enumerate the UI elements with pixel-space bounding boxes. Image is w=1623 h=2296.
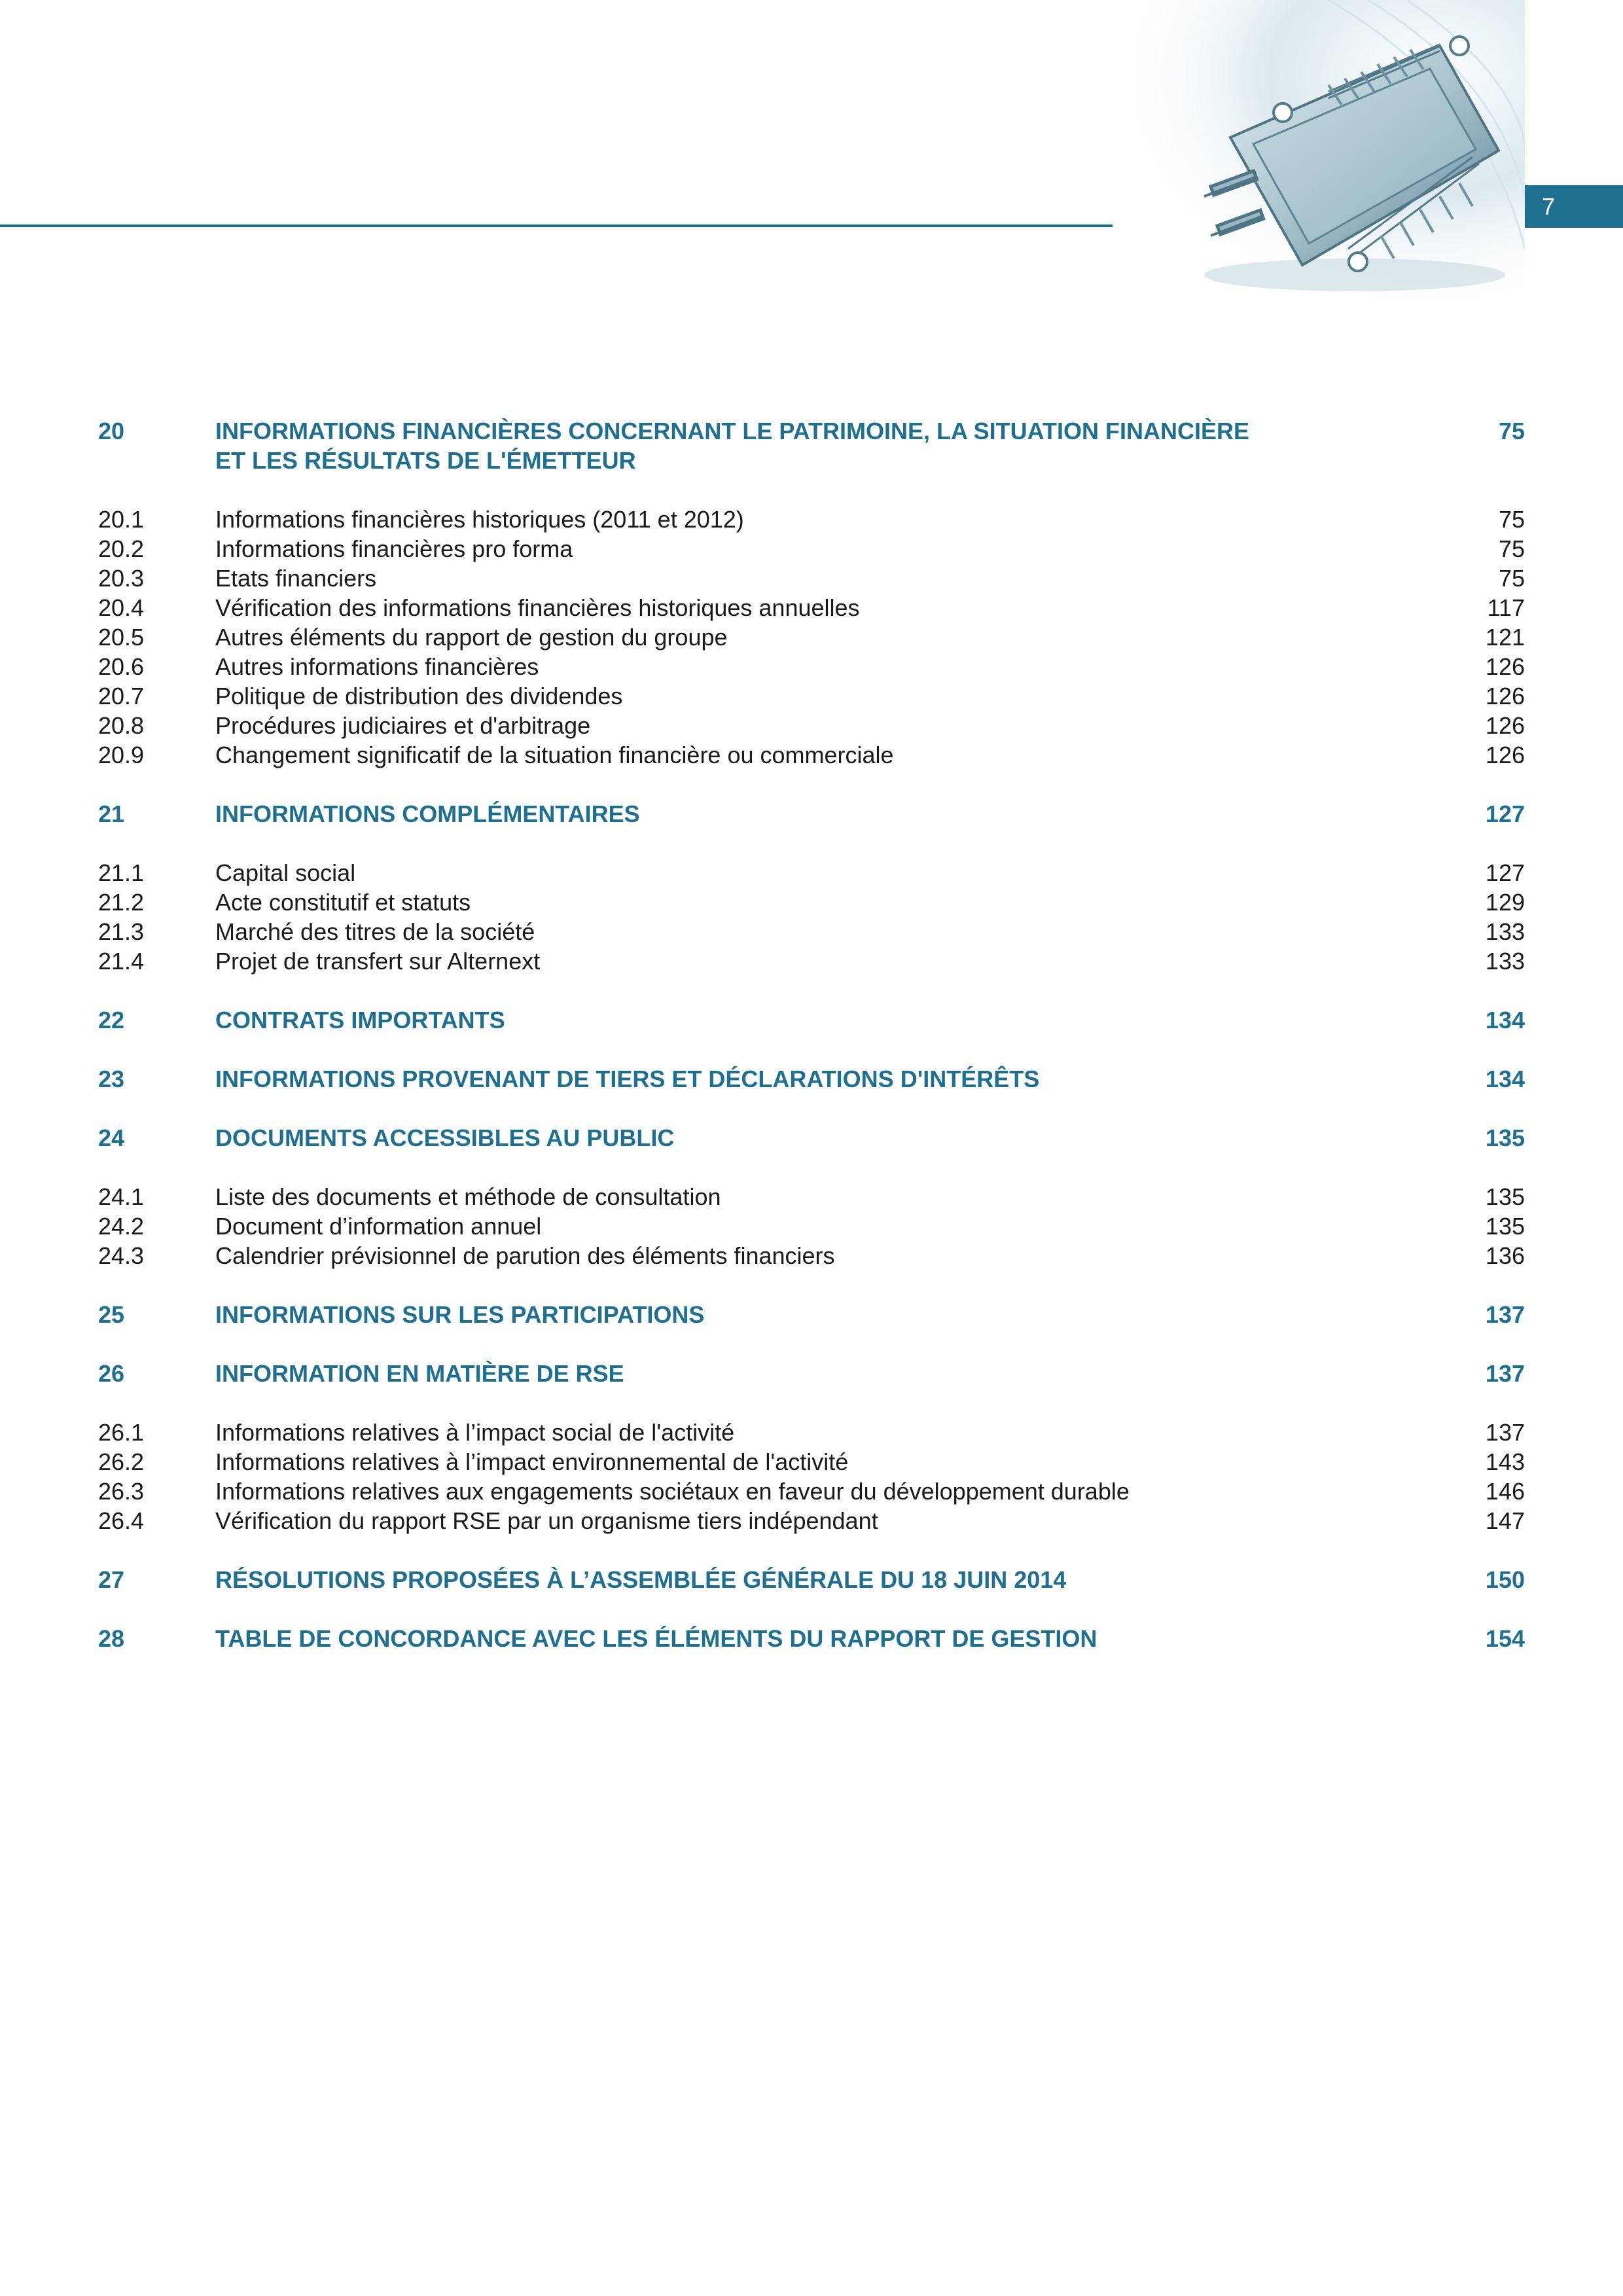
page-number-badge [1525, 185, 1623, 228]
toc-entry-number: 20.8 [98, 712, 145, 739]
toc-item-row[interactable] [98, 1418, 1525, 1447]
toc-entry-page: 137 [1485, 1301, 1525, 1328]
toc-entry-page: 121 [1485, 624, 1525, 651]
toc-entry-page: 127 [1485, 800, 1525, 827]
toc-item-row[interactable] [98, 1182, 1525, 1211]
toc-entry-page: 137 [1485, 1419, 1525, 1446]
toc-item-row[interactable] [98, 858, 1525, 888]
toc-entry-title-line: INFORMATIONS FINANCIÈRES CONCERNANT LE PATRIMOINE, LA SITUATION FINANCIÈRE [215, 418, 1249, 444]
toc-entry-number: 21.4 [98, 948, 145, 975]
toc-section-row[interactable] [98, 416, 1525, 475]
toc-entry-page: 75 [1498, 565, 1525, 592]
toc-entry-title [215, 711, 1380, 740]
toc-entry-title [215, 858, 1380, 888]
toc-entry-title [215, 1506, 1380, 1535]
toc-entry-title [215, 593, 1380, 622]
toc-entry-title-line: Marché des titres de la société [215, 918, 535, 945]
toc-entry-title-line: Vérification du rapport RSE par un organisme tiers indépendant [215, 1507, 878, 1534]
header-rule [0, 224, 1113, 227]
toc-entry-number: 26.3 [98, 1478, 145, 1505]
toc-entry-title [215, 946, 1380, 976]
toc-item-row[interactable] [98, 534, 1525, 564]
toc-entry-number: 26.2 [98, 1448, 145, 1475]
toc-entry-title [215, 416, 1380, 475]
toc-entry-number: 25 [98, 1301, 125, 1328]
toc-entry-title [215, 622, 1380, 652]
toc-entry-title [215, 534, 1380, 564]
toc-entry-page: 135 [1485, 1213, 1525, 1240]
toc-entry-page: 134 [1485, 1007, 1525, 1033]
toc-entry-title [215, 564, 1380, 593]
toc-entry-number: 26.4 [98, 1507, 145, 1534]
toc-item-row[interactable] [98, 622, 1525, 652]
toc-entry-page: 75 [1498, 418, 1525, 444]
toc-entry-title-line: DOCUMENTS ACCESSIBLES AU PUBLIC [215, 1124, 675, 1151]
toc-item-row[interactable] [98, 740, 1525, 770]
toc-entry-title-line: Capital social [215, 859, 356, 886]
toc-entry-page: 154 [1485, 1625, 1525, 1652]
toc-entry-title [215, 888, 1380, 917]
toc-entry-number: 21 [98, 800, 125, 827]
toc-entry-title-line: Etats financiers [215, 565, 377, 592]
toc-entry-number: 20.4 [98, 594, 145, 621]
toc-section-row[interactable] [98, 1005, 1525, 1035]
toc-entry-title [215, 799, 1380, 829]
toc-entry-number: 20.1 [98, 506, 145, 533]
toc-item-row[interactable] [98, 1447, 1525, 1477]
toc-entry-page: 134 [1485, 1066, 1525, 1092]
toc-item-row[interactable] [98, 1506, 1525, 1535]
toc-entry-number: 27 [98, 1566, 125, 1593]
toc-item-row[interactable] [98, 681, 1525, 711]
toc-entry-title-line: Vérification des informations financières historiques annuelles [215, 594, 860, 621]
toc-entry-title [215, 1300, 1380, 1329]
toc-item-row[interactable] [98, 505, 1525, 534]
toc-entry-page: 136 [1485, 1242, 1525, 1269]
toc-entry-title [215, 652, 1380, 681]
toc-entry-title-line: INFORMATION EN MATIÈRE DE RSE [215, 1360, 624, 1387]
toc-entry-page: 126 [1485, 653, 1525, 680]
toc-entry-title-line: ET LES RÉSULTATS DE L'ÉMETTEUR [215, 447, 636, 474]
toc-entry-title [215, 1182, 1380, 1211]
toc-entry-page: 75 [1498, 535, 1525, 562]
toc-entry-number: 20 [98, 418, 125, 444]
toc-entry-title [215, 1005, 1380, 1035]
toc-entry-title-line: Autres informations financières [215, 653, 539, 680]
toc-entry-title [215, 1565, 1380, 1594]
toc-item-row[interactable] [98, 1211, 1525, 1241]
toc-entry-page: 133 [1485, 948, 1525, 975]
toc-entry-number: 24 [98, 1124, 125, 1151]
toc-entry-page: 129 [1485, 889, 1525, 916]
toc-entry-page: 135 [1485, 1183, 1525, 1210]
toc-section-row[interactable] [98, 799, 1525, 829]
toc-entry-page: 126 [1485, 683, 1525, 709]
toc-entry-title-line: Acte constitutif et statuts [215, 889, 471, 916]
toc-entry-page: 150 [1485, 1566, 1525, 1593]
toc-section-row[interactable] [98, 1565, 1525, 1594]
toc-entry-title-line: Informations relatives à l’impact social de l'activité [215, 1419, 735, 1446]
toc-entry-title-line: Informations financières pro forma [215, 535, 573, 562]
toc-entry-number: 20.2 [98, 535, 145, 562]
toc-item-row[interactable] [98, 564, 1525, 593]
toc-entry-title [215, 740, 1380, 770]
toc-entry-number: 20.3 [98, 565, 145, 592]
toc-entry-page: 137 [1485, 1360, 1525, 1387]
toc-entry-number: 26 [98, 1360, 125, 1387]
toc-entry-title [215, 1624, 1380, 1653]
toc-entry-number: 20.7 [98, 683, 145, 709]
toc-entry-number: 24.2 [98, 1213, 145, 1240]
toc-entry-title [215, 1447, 1380, 1477]
toc-entry-page: 146 [1485, 1478, 1525, 1505]
toc-entry-number: 23 [98, 1066, 125, 1092]
toc-item-row[interactable] [98, 1241, 1525, 1270]
toc-entry-title-line: INFORMATIONS PROVENANT DE TIERS ET DÉCLARATIONS D'INTÉRÊTS [215, 1066, 1040, 1092]
toc-entry-number: 24.3 [98, 1242, 145, 1269]
electronic-device-icon [1132, 0, 1525, 301]
toc-entry-title [215, 505, 1380, 534]
toc-entry-title-line: CONTRATS IMPORTANTS [215, 1007, 505, 1033]
toc-item-row[interactable] [98, 593, 1525, 622]
toc-entry-title [215, 1359, 1380, 1388]
toc-section-row[interactable] [98, 1123, 1525, 1153]
toc-entry-number: 20.6 [98, 653, 145, 680]
toc-item-row[interactable] [98, 917, 1525, 946]
toc-entry-page: 147 [1485, 1507, 1525, 1534]
toc-entry-title-line: Autres éléments du rapport de gestion du groupe [215, 624, 728, 651]
toc-entry-page: 133 [1485, 918, 1525, 945]
toc-entry-page: 75 [1498, 506, 1525, 533]
toc-entry-page: 126 [1485, 712, 1525, 739]
toc-entry-number: 20.5 [98, 624, 145, 651]
toc-entry-page: 143 [1485, 1448, 1525, 1475]
toc-entry-number: 24.1 [98, 1183, 145, 1210]
toc-entry-number: 20.9 [98, 742, 145, 768]
toc-item-row[interactable] [98, 946, 1525, 976]
toc-section-row[interactable] [98, 1064, 1525, 1094]
toc-item-row[interactable] [98, 711, 1525, 740]
toc-entry-title-line: Liste des documents et méthode de consultation [215, 1183, 721, 1210]
toc-entry-number: 21.1 [98, 859, 145, 886]
toc-entry-number: 26.1 [98, 1419, 145, 1446]
toc-entry-number: 21.3 [98, 918, 145, 945]
toc-entry-title-line: RÉSOLUTIONS PROPOSÉES À L’ASSEMBLÉE GÉNÉRALE DU 18 JUIN 2014 [215, 1566, 1067, 1593]
toc-entry-title-line: Changement significatif de la situation financière ou commerciale [215, 742, 894, 768]
toc-section-row[interactable] [98, 1300, 1525, 1329]
toc-item-row[interactable] [98, 1477, 1525, 1506]
toc-entry-title-line: Informations relatives aux engagements sociétaux en faveur du développement durable [215, 1478, 1130, 1505]
toc-entry-title [215, 1123, 1380, 1153]
toc-item-row[interactable] [98, 888, 1525, 917]
toc-entry-number: 28 [98, 1625, 125, 1652]
toc-entry-number: 22 [98, 1007, 125, 1033]
toc-entry-page: 135 [1485, 1124, 1525, 1151]
toc-entry-title-line: Document d’information annuel [215, 1213, 542, 1240]
page-number: 7 [1542, 192, 1556, 220]
toc-entry-title [215, 1418, 1380, 1447]
toc-entry-title [215, 681, 1380, 711]
toc-entry-title-line: Politique de distribution des dividendes [215, 683, 623, 709]
toc-entry-title-line: Procédures judiciaires et d'arbitrage [215, 712, 591, 739]
toc-entry-title-line: Informations financières historiques (2011 et 2012) [215, 506, 744, 533]
toc-entry-title [215, 1211, 1380, 1241]
toc-item-row[interactable] [98, 652, 1525, 681]
toc-entry-title-line: Projet de transfert sur Alternext [215, 948, 541, 975]
toc-entry-page: 126 [1485, 742, 1525, 768]
toc-entry-title [215, 917, 1380, 946]
toc-entry-title [215, 1241, 1380, 1270]
toc-entry-title [215, 1477, 1380, 1506]
toc-entry-title-line: Calendrier prévisionnel de parution des éléments financiers [215, 1242, 835, 1269]
toc-entry-title [215, 1064, 1380, 1094]
toc-section-row[interactable] [98, 1359, 1525, 1388]
toc-entry-title-line: TABLE DE CONCORDANCE AVEC LES ÉLÉMENTS DU RAPPORT DE GESTION [215, 1625, 1097, 1652]
toc-section-row[interactable] [98, 1624, 1525, 1653]
toc-entry-title-line: INFORMATIONS COMPLÉMENTAIRES [215, 800, 640, 827]
toc-entry-page: 127 [1485, 859, 1525, 886]
toc-entry-title-line: Informations relatives à l’impact environnemental de l'activité [215, 1448, 849, 1475]
toc-entry-title-line: INFORMATIONS SUR LES PARTICIPATIONS [215, 1301, 705, 1328]
toc-entry-page: 117 [1487, 594, 1525, 621]
toc-entry-number: 21.2 [98, 889, 145, 916]
